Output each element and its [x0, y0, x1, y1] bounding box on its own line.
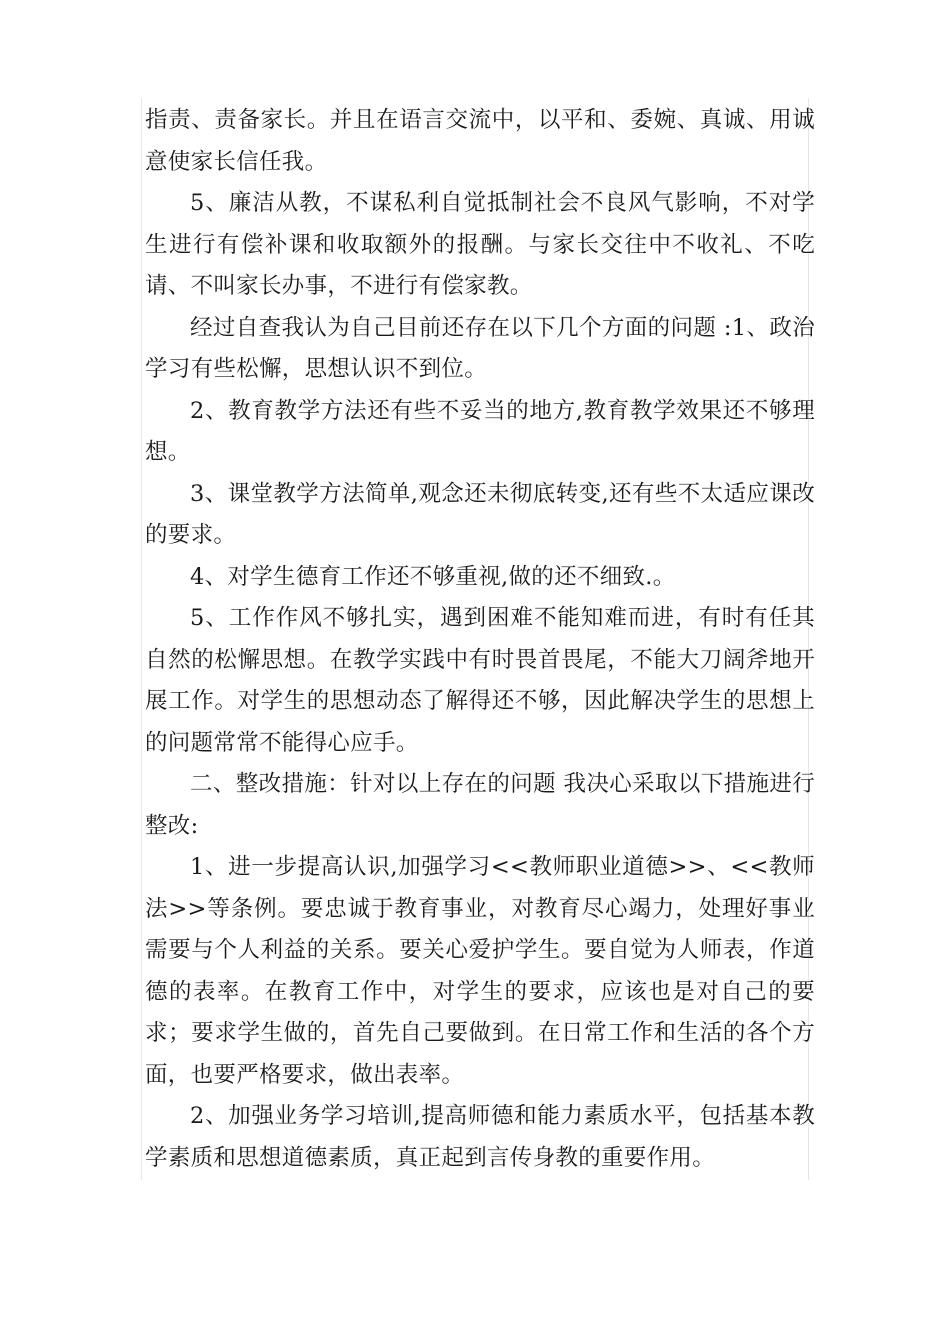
- paragraph-1: 指责、责备家长。并且在语言交流中，以平和、委婉、真诚、用诚意使家长信任我。: [145, 107, 815, 175]
- paragraph-5: 3、课堂教学方法简单,观念还未彻底转变,还有些不太适应课改的要求。: [145, 480, 815, 548]
- paragraph-10: 2、加强业务学习培训,提高师德和能力素质水平，包括基本教学素质和思想道德素质，真正起到言传身教的重要作用。: [145, 1103, 815, 1171]
- paragraph-9: 1、进一步提高认识,加强学习<<教师职业道德>>、<<教师法>>等条例。要忠诚于教育事业，对教育尽心竭力，处理好事业需要与个人利益的关系。要关心爱护学生。要自觉为人师表，作道德的表率。在教育工作中，对学生的要求，应该也是对自己的要求；要求学生做的，首先自己要做到。在日常工作和生活的各个方面，也要严格要求，做出表率。: [145, 854, 815, 1088]
- paragraph-6: 4、对学生德育工作还不够重视,做的还不细致.。: [190, 563, 676, 590]
- paragraph-7: 5、工作作风不够扎实，遇到困难不能知难而进，有时有任其自然的松懈思想。在教学实践中有时畏首畏尾，不能大刀阔斧地开展工作。对学生的思想动态了解得还不够，因此解决学生的思想上的问题常常不能得心应手。: [145, 605, 815, 756]
- paragraph-4: 2、教育教学方法还有些不妥当的地方,教育教学效果还不够理想。: [145, 397, 815, 465]
- paragraph-3: 经过自查我认为自己目前还存在以下几个方面的问题 :1、政治学习有些松懈，思想认识不到位。: [145, 314, 815, 382]
- paragraph-8: 二、整改措施：针对以上存在的问题 我决心采取以下措施进行整改:: [145, 771, 815, 839]
- paragraph-2: 5、廉洁从教，不谋私利自觉抵制社会不良风气影响，不对学生进行有偿补课和收取额外的报酬。与家长交往中不收礼、不吃请、不叫家长办事，不进行有偿家教。: [145, 190, 815, 299]
- document-body: [145, 100, 815, 1179]
